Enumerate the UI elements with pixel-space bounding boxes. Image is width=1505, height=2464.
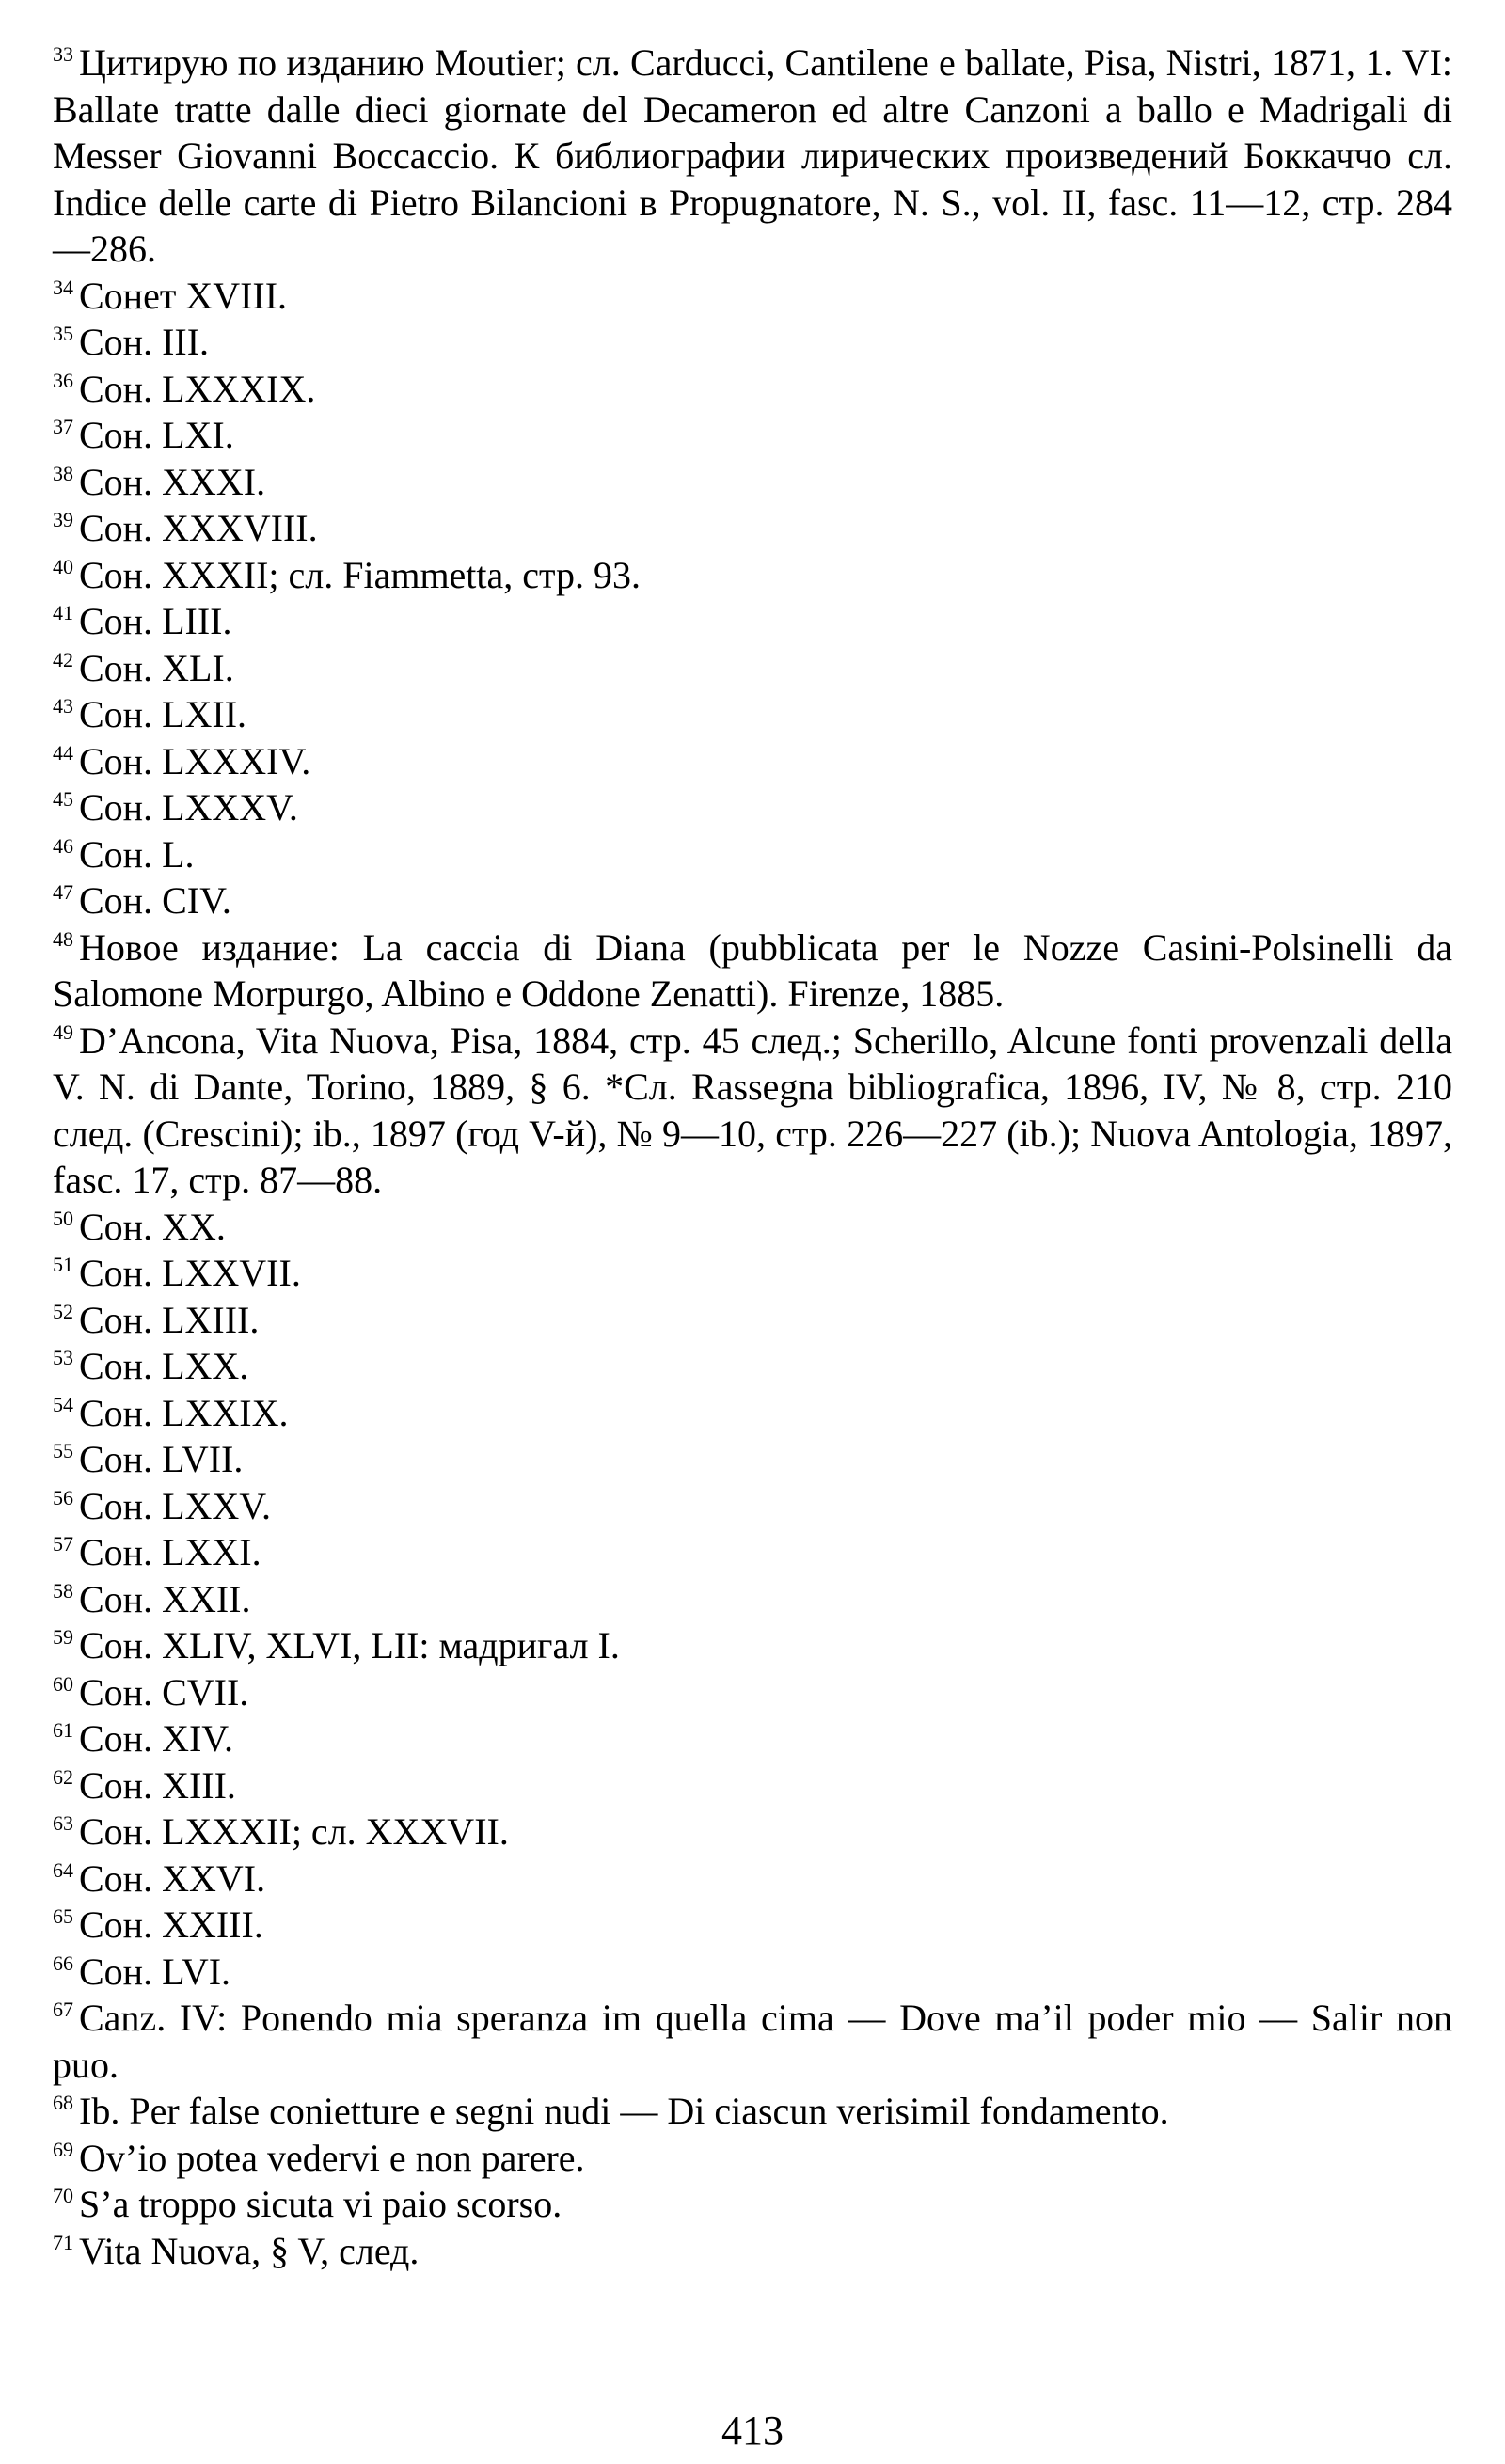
footnote-number: 36: [53, 368, 73, 392]
footnote-number: 44: [53, 740, 73, 765]
footnote-text: Сон. XLI.: [79, 646, 234, 689]
footnote-50: [53, 1204, 1452, 1251]
footnote-text: Сон. LXX.: [79, 1345, 249, 1387]
footnote-text: Vita Nuova, § V, след.: [79, 2229, 420, 2272]
footnote-number: 37: [53, 415, 73, 438]
footnote-text: Сон. LVII.: [79, 1438, 244, 1480]
footnote-number: 62: [53, 1764, 73, 1789]
footnote-69: [53, 2135, 1452, 2182]
footnote-40: [53, 552, 1452, 599]
footnote-text: Ov’io potea vedervi e non parere.: [79, 2136, 585, 2179]
footnote-text: Сон. LVI.: [79, 1950, 231, 1993]
footnote-number: 55: [53, 1439, 73, 1462]
footnote-text: Сон. CVII.: [79, 1670, 249, 1714]
footnote-number: 50: [53, 1206, 73, 1230]
footnote-text: Сон. XXXVIII.: [79, 507, 318, 549]
footnote-57: [53, 1529, 1452, 1576]
footnote-number: 38: [53, 461, 73, 485]
footnote-56: [53, 1483, 1452, 1530]
footnote-number: 68: [53, 2091, 73, 2114]
footnote-text: Сон. XXXII; сл. Fiammetta, стр. 93.: [79, 553, 642, 596]
footnote-47: [53, 877, 1452, 924]
footnote-61: [53, 1715, 1452, 1762]
footnote-text: Сон. XXVI.: [79, 1856, 266, 1900]
footnote-text: Сон. LXII.: [79, 693, 247, 735]
footnote-34: [53, 273, 1452, 320]
footnote-text: Сон. L.: [79, 832, 195, 876]
footnote-text: Сон. LXIII.: [79, 1298, 260, 1341]
footnote-text: Сонет XVIII.: [79, 274, 288, 317]
footnote-35: [53, 319, 1452, 366]
footnote-68: [53, 2088, 1452, 2135]
footnote-58: [53, 1576, 1452, 1623]
footnote-number: 33: [53, 42, 73, 66]
footnote-text: Сон. LXXXIX.: [79, 367, 316, 410]
footnote-42: [53, 645, 1452, 692]
footnote-text: Сон. LXI.: [79, 414, 234, 456]
footnote-text: Сон. XXIII.: [79, 1903, 263, 1946]
footnote-number: 40: [53, 554, 73, 578]
footnote-number: 67: [53, 1998, 73, 2021]
footnote-number: 59: [53, 1625, 73, 1649]
footnote-number: 53: [53, 1346, 73, 1369]
footnote-text: Сон. LXXXIV.: [79, 739, 311, 782]
footnote-43: [53, 691, 1452, 738]
footnote-number: 48: [53, 926, 73, 951]
footnote-number: 69: [53, 2137, 73, 2161]
footnote-text: Сон. LXXXII; сл. XXXVII.: [79, 1810, 509, 1853]
footnote-text: Сон. XXXI.: [79, 460, 266, 503]
footnote-text: Сон. LXXI.: [79, 1531, 261, 1573]
footnote-text: Сон. XLIV, XLVI, LII: мадригал I.: [79, 1624, 620, 1666]
footnote-number: 66: [53, 1951, 73, 1975]
footnote-number: 70: [53, 2184, 73, 2207]
footnote-41: [53, 598, 1452, 645]
footnote-number: 34: [53, 275, 73, 299]
footnote-number: 39: [53, 508, 73, 531]
footnote-39: [53, 505, 1452, 552]
footnote-text: Сон. LXXVII.: [79, 1252, 301, 1294]
footnote-51: [53, 1250, 1452, 1297]
footnote-number: 52: [53, 1299, 73, 1323]
footnote-number: 35: [53, 322, 73, 345]
footnote-number: 56: [53, 1485, 73, 1509]
footnote-49: [53, 1018, 1452, 1204]
footnote-text: Сон. XIV.: [79, 1717, 234, 1760]
page-number: 413: [721, 2408, 784, 2454]
footnote-number: 65: [53, 1904, 73, 1928]
footnote-48: [53, 924, 1452, 1018]
footnote-33: [53, 39, 1452, 273]
footnote-38: [53, 459, 1452, 506]
footnote-number: 46: [53, 833, 73, 858]
footnote-text: Сон. XX.: [79, 1205, 226, 1248]
footnote-text: Сон. XIII.: [79, 1763, 236, 1807]
footnote-text: Сон. LXXIX.: [79, 1391, 289, 1434]
footnote-37: [53, 412, 1452, 459]
footnote-text: Сон. LXXV.: [79, 1484, 272, 1527]
footnote-55: [53, 1436, 1452, 1483]
footnote-number: 57: [53, 1532, 73, 1556]
footnote-53: [53, 1343, 1452, 1390]
footnote-59: [53, 1622, 1452, 1669]
footnote-65: [53, 1902, 1452, 1949]
footnote-number: 42: [53, 647, 73, 671]
footnote-number: 60: [53, 1671, 73, 1696]
footnote-44: [53, 738, 1452, 785]
footnote-62: [53, 1762, 1452, 1809]
footnote-45: [53, 784, 1452, 831]
footnote-text: Цитирую по изданию Moutier; сл. Carducci, Cantilene e ballate, Pisa, Nistri, 1871, 1. VI: Ballate tratte dalle dieci giornate del Decameron ed altre Canzoni a ballo e Madrigali di Messer Giovanni Boccaccio. К библиографии лирических произведений Боккаччо сл. Indice delle carte di Pietro Bilancioni в Propugnatore, N. S., vol. II, fasc. 11—12, стр. 284—286.: [53, 41, 1452, 270]
footnote-text: Сон. CIV.: [79, 879, 231, 922]
footnote-66: [53, 1949, 1452, 1996]
footnote-number: 41: [53, 601, 73, 624]
footnote-number: 58: [53, 1578, 73, 1603]
footnote-46: [53, 831, 1452, 878]
footnote-number: 63: [53, 1811, 73, 1835]
footnote-number: 47: [53, 880, 73, 904]
footnote-number: 51: [53, 1253, 73, 1276]
footnote-text: Canz. IV: Ponendo mia speranza im quella cima — Dove ma’il poder mio — Salir non puo.: [53, 1997, 1452, 2086]
footnote-text: Сон. LIII.: [79, 600, 232, 642]
footnote-54: [53, 1390, 1452, 1437]
footnotes-list: [53, 39, 1452, 2274]
footnote-text: Сон. LXXXV.: [79, 786, 298, 829]
footnote-number: 49: [53, 1019, 73, 1044]
footnote-text: S’a troppo sicuta vi paio scorso.: [79, 2183, 562, 2225]
footnote-number: 54: [53, 1392, 73, 1416]
footnote-67: [53, 1995, 1452, 2088]
footnote-36: [53, 366, 1452, 413]
footnote-number: 45: [53, 787, 73, 811]
footnote-71: [53, 2228, 1452, 2275]
footnote-text: Новое издание: La caccia di Diana (pubblicata per le Nozze Casini-Polsinelli da Salomone Morpurgo, Albino e Oddone Zenatti). Firenze, 1885.: [53, 925, 1452, 1015]
footnote-52: [53, 1297, 1452, 1344]
footnote-64: [53, 1856, 1452, 1903]
footnote-60: [53, 1669, 1452, 1716]
footnote-70: [53, 2181, 1452, 2228]
footnote-number: 64: [53, 1857, 73, 1882]
footnote-text: Сон. XXII.: [79, 1577, 251, 1620]
footnote-text: D’Ancona, Vita Nuova, Pisa, 1884, стр. 45 след.; Scherillo, Alcune fonti provenzali della V. N. di Dante, Torino, 1889, § 6. *Сл. Rassegna bibliografica, 1896, IV, № 8, стр. 210 след. (Crescini); ib., 1897 (год V-й), № 9—10, стр. 226—227 (ib.); Nuova Antologia, 1897, fasc. 17, стр. 87—88.: [53, 1019, 1452, 1201]
footnote-number: 71: [53, 2230, 73, 2254]
footnote-63: [53, 1809, 1452, 1856]
footnote-text: Ib. Per false conietture e segni nudi — Di ciascun verisimil fondamento.: [79, 2090, 1169, 2132]
footnote-number: 61: [53, 1718, 73, 1742]
footnote-number: 43: [53, 694, 73, 718]
footnote-text: Сон. III.: [79, 321, 210, 363]
